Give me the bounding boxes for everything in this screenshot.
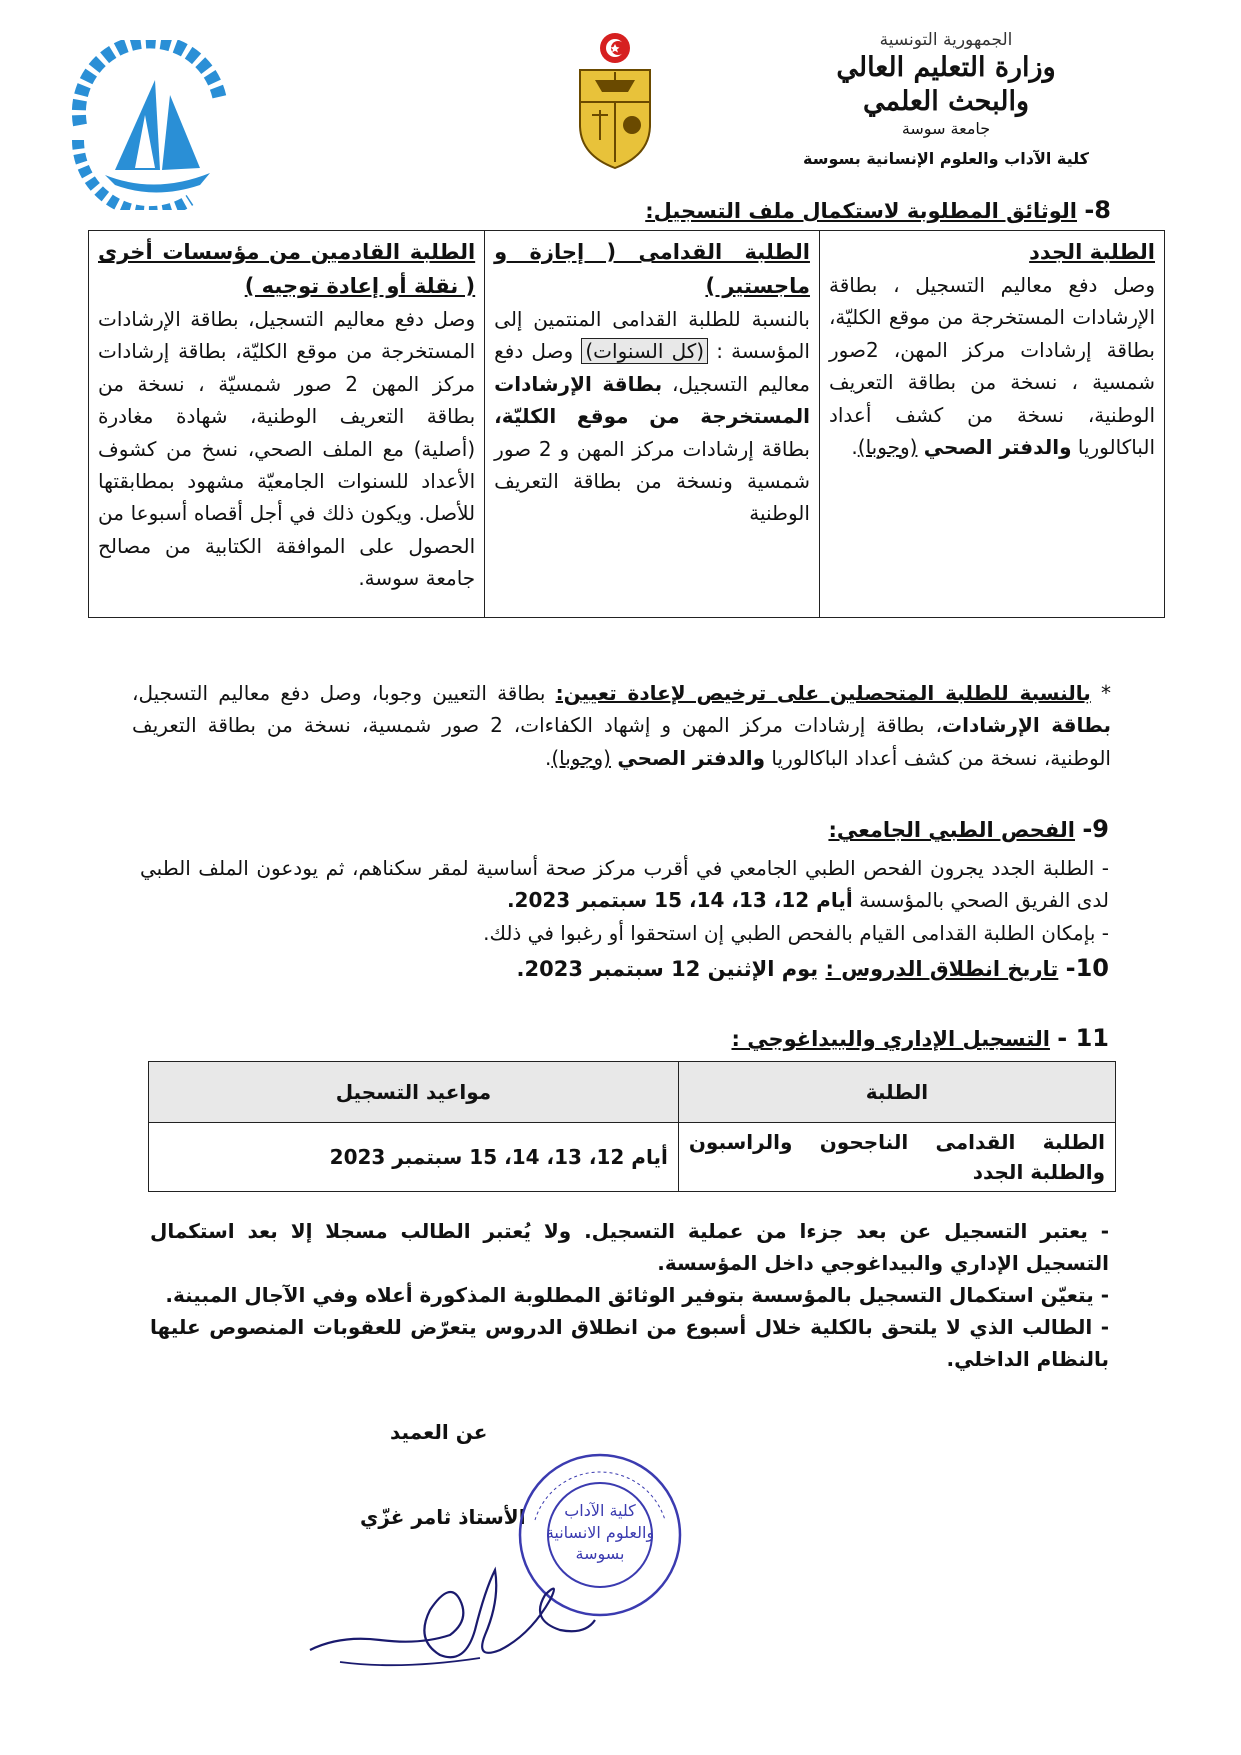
column-title: الطلبة الجدد — [1029, 240, 1155, 264]
cell-text: وصل دفع معاليم التسجيل، بطاقة الإرشادات المستخرجة من موقع الكليّة، بطاقة إرشادات مركز المهن 2 صور شمسيّة ، نسخة من بطاقة التعريف الوطنية، شهادة مغادرة (أصلية) مع الملف الصحي، نسخ من كشوف الأعداد للسنوات الجامعيّة مشهود بمطابقتها للأصل. ويكون ذلك في أجل أقصاه أسبوعا من الحصول على الموافقة الكتابية من مصالح جامعة سوسة. — [98, 307, 476, 591]
line-bold: أيام 12، 13، 14، 15 سبتمبر 2023. — [506, 888, 853, 913]
section-title: تاريخ انطلاق الدروس : — [825, 957, 1059, 981]
paragraph-text-end: . — [544, 745, 552, 770]
header-dates: مواعيد التسجيل — [149, 1062, 679, 1123]
cell-bold-text: بطاقة الإرشادات المستخرجة من موقع الكليّة، — [494, 371, 810, 429]
new-students-cell — [819, 231, 1164, 618]
paragraph-bold: والدفتر الصحي — [617, 745, 766, 770]
documents-table — [88, 230, 1165, 618]
note-item: - يعتبر التسجيل عن بعد جزءا من عملية التسجيل. ولا يُعتبر الطالب مسجلا إلا بعد استكمال التسجيل الإداري والبيداغوجي داخل المؤسسة. — [150, 1219, 1109, 1275]
section-9-body — [140, 852, 1109, 949]
section-number: 8- — [1084, 196, 1111, 224]
tunisia-coat-of-arms — [570, 30, 660, 170]
highlighted-text: (كل السنوات) — [581, 338, 708, 364]
section-title: التسجيل الإداري والبيداغوجي : — [731, 1027, 1050, 1051]
handwritten-signature — [300, 1540, 600, 1680]
transfer-students-cell — [89, 231, 485, 618]
republic-line: الجمهورية التونسية — [879, 30, 1013, 50]
paragraph-bold: بطاقة الإرشادات — [942, 713, 1111, 738]
medical-line-2: - بإمكان الطلبة القدامى القيام بالفحص الطبي إن استحقوا أو رغبوا في ذلك. — [483, 920, 1109, 945]
section-9-heading — [828, 815, 1109, 843]
ministry-line: وزارة التعليم العالي — [836, 52, 1056, 84]
old-students-cell — [485, 231, 820, 618]
section-title: الوثائق المطلوبة لاستكمال ملف التسجيل: — [645, 199, 1078, 223]
cell-text-end: . — [851, 434, 858, 459]
faculty-line: كلية الآداب والعلوم الإنسانية بسوسة — [803, 148, 1089, 168]
cell-students: الطلبة القدامى الناجحون والراسبون والطلبة الجدد — [678, 1123, 1115, 1192]
note-item: - الطالب الذي لا يلتحق بالكلية خلال أسبوع من انطلاق الدروس يتعرّض للعقوبات المنصوص عليها بالنظام الداخلي. — [150, 1315, 1109, 1371]
table-row — [149, 1123, 1116, 1192]
paragraph-underlined: (وجوبا) — [551, 745, 611, 770]
university-line: جامعة سوسة — [901, 118, 991, 138]
line-text: - الطلبة الجدد يجرون الفحص الطبي الجامعي في أقرب مركز صحة أساسية لمقر سكناهم، ثم يودعون الملف الطبي لدى الفريق الصحي بالمؤسسة — [140, 856, 1109, 913]
on-behalf-of-dean: عن العميد — [390, 1420, 488, 1444]
table-row — [89, 231, 1165, 618]
cell-dates: أيام 12، 13، 14، 15 سبتمبر 2023 — [149, 1123, 679, 1192]
signatory-name: الأستاذ ثامر غزّي — [360, 1505, 526, 1529]
paragraph-text: ، بطاقة إرشادات مركز المهن و إشهاد الكفاءات، 2 صور شمسية، نسخة من بطاقة التعريف الوطنية، نسخة من كشف أعداد الباكالوريا — [132, 713, 1111, 770]
section-number: 10- — [1065, 954, 1109, 982]
note-item: - يتعيّن استكمال التسجيل بالمؤسسة بتوفير الوثائق المطلوبة المذكورة أعلاه وفي الآجال المبينة. — [165, 1283, 1109, 1307]
cell-underlined-text: (وجوبا) — [857, 434, 918, 459]
column-title: الطلبة القدامى ( إجازة و ماجستير ) — [494, 240, 810, 299]
section-8-heading — [645, 196, 1111, 224]
cell-text: بالنسبة للطلبة القدامى المنتمين إلى المؤسسة : — [494, 307, 810, 364]
asterisk: * — [1101, 681, 1111, 705]
research-line: والبحث العلمي — [862, 86, 1030, 117]
section-title: الفحص الطبي الجامعي: — [828, 818, 1076, 842]
registration-schedule-table — [148, 1061, 1116, 1192]
medical-line-1 — [140, 852, 1109, 917]
section-10-heading — [517, 954, 1109, 982]
stamp-text: كلية الآداب والعلوم الانسانية بسوسة — [545, 1501, 655, 1564]
section-number: 9- — [1082, 815, 1109, 843]
faculty-logo — [60, 40, 240, 210]
cell-text: وصل دفع معاليم التسجيل ، بطاقة الإرشادات المستخرجة من موقع الكليّة، بطاقة إرشادات مركز المهن، 2صور شمسية ، نسخة من بطاقة التعريف الوطنية، نسخة من كشف أعداد الباكالوريا — [828, 273, 1155, 459]
paragraph-title: بالنسبة للطلبة المتحصلين على ترخيص لإعادة تعيين: — [555, 681, 1091, 705]
table-header-row — [149, 1062, 1116, 1123]
registration-notes — [150, 1215, 1109, 1375]
section-number: 11 - — [1057, 1024, 1109, 1052]
section-11-heading — [731, 1024, 1109, 1052]
start-date: يوم الإثنين 12 سبتمبر 2023. — [516, 957, 826, 981]
cell-text: وصل دفع معاليم التسجيل، — [494, 339, 810, 396]
cell-text: بطاقة إرشادات مركز المهن و 2 صور شمسية ونسخة من بطاقة التعريف الوطنية — [494, 436, 810, 526]
paragraph-text: بطاقة التعيين وجوبا، وصل دفع معاليم التسجيل، — [132, 681, 556, 705]
header-students: الطلبة — [678, 1062, 1115, 1123]
cell-bold-text: والدفتر الصحي — [923, 434, 1072, 459]
reassignment-paragraph — [132, 677, 1111, 774]
column-title: الطلبة القادمين من مؤسسات أخرى ( نقلة أو إعادة توجيه ) — [98, 240, 476, 299]
ministry-header — [786, 30, 1106, 169]
